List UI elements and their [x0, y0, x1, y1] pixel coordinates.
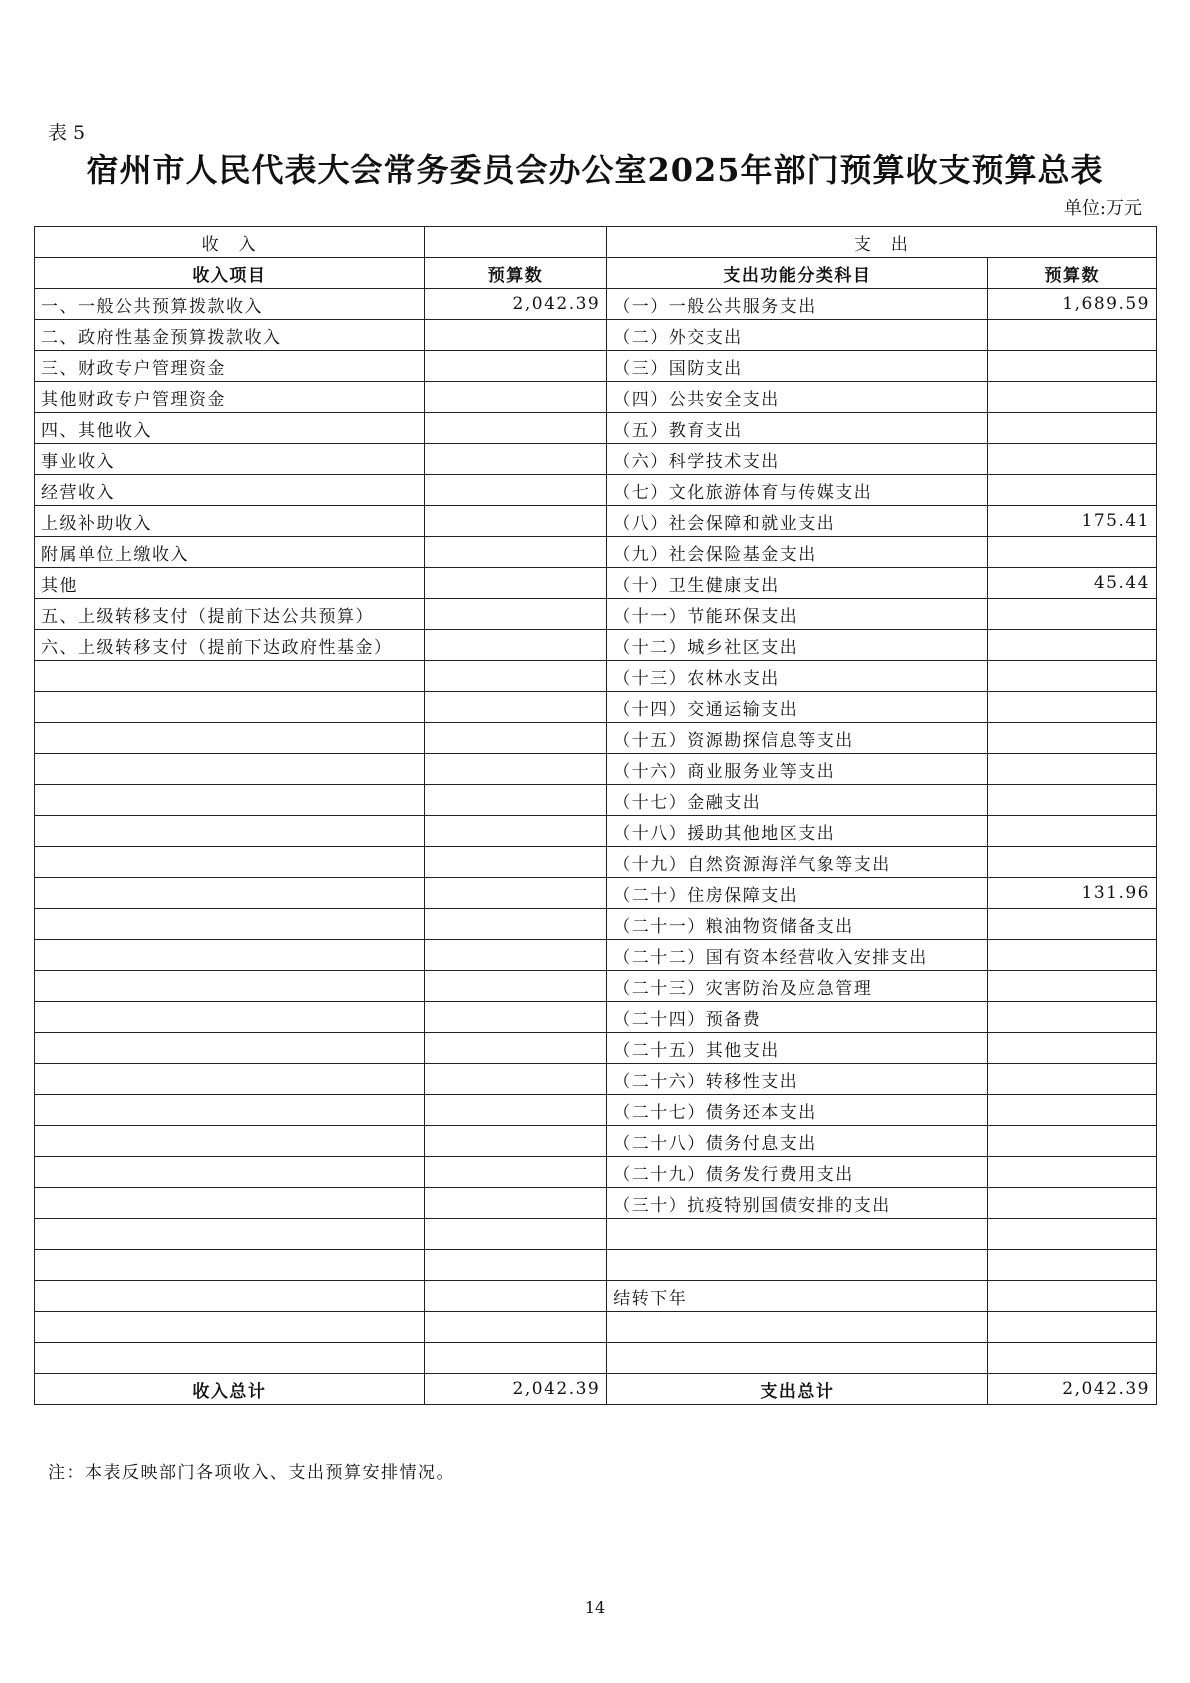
income-item-cell — [35, 1157, 425, 1188]
expense-amount-cell — [988, 1281, 1157, 1312]
table-row — [35, 971, 1157, 1002]
expense-item-cell: （五）教育支出 — [607, 413, 988, 444]
table-row — [35, 382, 1157, 413]
table-row — [35, 599, 1157, 630]
income-item-cell: 二、政府性基金预算拨款收入 — [35, 320, 425, 351]
section-header-row — [35, 227, 1157, 258]
income-amount-cell — [424, 1312, 607, 1343]
income-amount-cell — [424, 599, 607, 630]
income-item-cell — [35, 1343, 425, 1374]
income-amount-cell — [424, 1002, 607, 1033]
expense-amount-cell — [988, 1002, 1157, 1033]
expense-amount-cell — [988, 1033, 1157, 1064]
expense-amount-cell — [988, 1219, 1157, 1250]
budget-table — [34, 226, 1157, 1405]
income-item-cell — [35, 878, 425, 909]
table-row — [35, 723, 1157, 754]
table-row — [35, 1126, 1157, 1157]
income-total-value: 2,042.39 — [424, 1374, 607, 1405]
expense-item-cell: （四）公共安全支出 — [607, 382, 988, 413]
expense-amount-cell — [988, 1312, 1157, 1343]
income-item-cell — [35, 723, 425, 754]
income-item-cell — [35, 785, 425, 816]
income-item-cell — [35, 816, 425, 847]
income-item-cell — [35, 754, 425, 785]
income-amount-cell — [424, 1219, 607, 1250]
expense-amount-cell: 131.96 — [988, 878, 1157, 909]
income-amount-cell — [424, 630, 607, 661]
expense-item-cell: （二十七）债务还本支出 — [607, 1095, 988, 1126]
income-item-cell — [35, 1064, 425, 1095]
income-total-label: 收入总计 — [35, 1374, 425, 1405]
income-amount-cell — [424, 909, 607, 940]
income-item-cell — [35, 971, 425, 1002]
expense-item-cell: （八）社会保障和就业支出 — [607, 506, 988, 537]
income-item-cell — [35, 1219, 425, 1250]
table-row — [35, 444, 1157, 475]
expense-amount-cell — [988, 1126, 1157, 1157]
table-row — [35, 785, 1157, 816]
table-row — [35, 506, 1157, 537]
expense-item-cell: （二十三）灾害防治及应急管理 — [607, 971, 988, 1002]
expense-amount-cell — [988, 1250, 1157, 1281]
income-item-cell: 事业收入 — [35, 444, 425, 475]
income-amount-cell — [424, 1281, 607, 1312]
expense-item-cell: （十）卫生健康支出 — [607, 568, 988, 599]
income-amount-cell — [424, 1343, 607, 1374]
income-section-header: 收 入 — [35, 227, 425, 258]
expense-amount-cell — [988, 413, 1157, 444]
income-item-cell: 四、其他收入 — [35, 413, 425, 444]
expense-amount-cell — [988, 1343, 1157, 1374]
expense-item-cell: （二）外交支出 — [607, 320, 988, 351]
income-item-cell — [35, 661, 425, 692]
table-row — [35, 1312, 1157, 1343]
table-row — [35, 1033, 1157, 1064]
income-amount-cell — [424, 661, 607, 692]
income-amount-cell — [424, 878, 607, 909]
table-row — [35, 754, 1157, 785]
table-row — [35, 816, 1157, 847]
expense-item-cell — [607, 1219, 988, 1250]
income-item-cell: 一、一般公共预算拨款收入 — [35, 289, 425, 320]
page-number: 14 — [584, 1598, 606, 1617]
expense-amount-cell — [988, 847, 1157, 878]
income-item-cell — [35, 692, 425, 723]
expense-amount-cell — [988, 909, 1157, 940]
income-item-cell — [35, 1126, 425, 1157]
income-item-cell — [35, 909, 425, 940]
table-row — [35, 1343, 1157, 1374]
table-number: 表 5 — [48, 122, 86, 144]
table-row — [35, 1188, 1157, 1219]
table-row — [35, 1064, 1157, 1095]
table-row — [35, 878, 1157, 909]
expense-section-header: 支 出 — [607, 227, 1157, 258]
income-amount-cell — [424, 940, 607, 971]
table-row — [35, 320, 1157, 351]
table-row — [35, 351, 1157, 382]
income-item-cell — [35, 1188, 425, 1219]
income-item-cell: 三、财政专户管理资金 — [35, 351, 425, 382]
income-item-cell: 上级补助收入 — [35, 506, 425, 537]
expense-item-cell: （二十）住房保障支出 — [607, 878, 988, 909]
expense-item-cell: 结转下年 — [607, 1281, 988, 1312]
income-amount-cell — [424, 568, 607, 599]
expense-amount-cell — [988, 599, 1157, 630]
expense-item-cell: （十九）自然资源海洋气象等支出 — [607, 847, 988, 878]
expense-item-cell: （二十四）预备费 — [607, 1002, 988, 1033]
expense-amount-cell — [988, 940, 1157, 971]
table-row — [35, 537, 1157, 568]
expense-item-cell: （十五）资源勘探信息等支出 — [607, 723, 988, 754]
income-amount-cell — [424, 1033, 607, 1064]
income-amount-cell — [424, 537, 607, 568]
table-row — [35, 289, 1157, 320]
table-row — [35, 568, 1157, 599]
income-item-cell — [35, 1281, 425, 1312]
income-amount-cell: 2,042.39 — [424, 289, 607, 320]
expense-amount-cell — [988, 444, 1157, 475]
table-row — [35, 847, 1157, 878]
col-income-amount: 预算数 — [424, 258, 607, 289]
expense-amount-cell — [988, 1188, 1157, 1219]
expense-item-cell: （十八）援助其他地区支出 — [607, 816, 988, 847]
expense-item-cell: （十一）节能环保支出 — [607, 599, 988, 630]
income-item-cell — [35, 1312, 425, 1343]
expense-amount-cell — [988, 630, 1157, 661]
income-amount-cell — [424, 754, 607, 785]
footnote: 注：本表反映部门各项收入、支出预算安排情况。 — [48, 1463, 455, 1483]
income-item-cell: 附属单位上缴收入 — [35, 537, 425, 568]
expense-item-cell: （二十八）债务付息支出 — [607, 1126, 988, 1157]
expense-amount-cell: 1,689.59 — [988, 289, 1157, 320]
income-amount-cell — [424, 382, 607, 413]
expense-item-cell: （一）一般公共服务支出 — [607, 289, 988, 320]
income-amount-cell — [424, 444, 607, 475]
income-amount-cell — [424, 1126, 607, 1157]
income-amount-cell — [424, 785, 607, 816]
income-amount-cell — [424, 847, 607, 878]
income-amount-cell — [424, 816, 607, 847]
expense-total-value: 2,042.39 — [988, 1374, 1157, 1405]
income-item-cell: 五、上级转移支付（提前下达公共预算） — [35, 599, 425, 630]
expense-amount-cell — [988, 1095, 1157, 1126]
expense-item-cell: （二十五）其他支出 — [607, 1033, 988, 1064]
totals-row — [35, 1374, 1157, 1405]
income-item-cell — [35, 1250, 425, 1281]
income-item-cell: 经营收入 — [35, 475, 425, 506]
expense-amount-cell — [988, 661, 1157, 692]
expense-amount-cell — [988, 320, 1157, 351]
expense-item-cell: （三十）抗疫特别国债安排的支出 — [607, 1188, 988, 1219]
expense-amount-cell — [988, 475, 1157, 506]
income-amount-cell — [424, 971, 607, 1002]
table-row — [35, 661, 1157, 692]
expense-item-cell: （二十一）粮油物资储备支出 — [607, 909, 988, 940]
table-row — [35, 692, 1157, 723]
col-income-item: 收入项目 — [35, 258, 425, 289]
income-amount-cell — [424, 413, 607, 444]
income-amount-cell — [424, 692, 607, 723]
expense-item-cell: （十四）交通运输支出 — [607, 692, 988, 723]
income-amount-cell — [424, 723, 607, 754]
expense-item-cell: （九）社会保险基金支出 — [607, 537, 988, 568]
table-row — [35, 1002, 1157, 1033]
expense-amount-cell: 175.41 — [988, 506, 1157, 537]
expense-item-cell: （三）国防支出 — [607, 351, 988, 382]
expense-amount-cell — [988, 1064, 1157, 1095]
expense-total-label: 支出总计 — [607, 1374, 988, 1405]
income-amount-cell — [424, 1188, 607, 1219]
income-item-cell — [35, 1002, 425, 1033]
table-row — [35, 1095, 1157, 1126]
expense-amount-cell — [988, 382, 1157, 413]
expense-item-cell: （十三）农林水支出 — [607, 661, 988, 692]
income-item-cell: 其他 — [35, 568, 425, 599]
page-title: 宿州市人民代表大会常务委员会办公室2025年部门预算收支预算总表 — [86, 151, 1104, 189]
expense-amount-cell — [988, 692, 1157, 723]
table-row — [35, 475, 1157, 506]
expense-item-cell: （十二）城乡社区支出 — [607, 630, 988, 661]
table-row — [35, 909, 1157, 940]
expense-item-cell — [607, 1312, 988, 1343]
expense-item-cell: （二十九）债务发行费用支出 — [607, 1157, 988, 1188]
table-row — [35, 1157, 1157, 1188]
income-item-cell — [35, 1095, 425, 1126]
income-item-cell — [35, 1033, 425, 1064]
expense-amount-cell: 45.44 — [988, 568, 1157, 599]
income-amount-cell — [424, 1095, 607, 1126]
expense-item-cell: （十六）商业服务业等支出 — [607, 754, 988, 785]
expense-item-cell: （十七）金融支出 — [607, 785, 988, 816]
table-row — [35, 1250, 1157, 1281]
income-amount-cell — [424, 1064, 607, 1095]
income-item-cell: 六、上级转移支付（提前下达政府性基金） — [35, 630, 425, 661]
income-amount-cell — [424, 320, 607, 351]
table-row — [35, 413, 1157, 444]
expense-item-cell — [607, 1250, 988, 1281]
table-row — [35, 940, 1157, 971]
col-expense-item: 支出功能分类科目 — [607, 258, 988, 289]
income-item-cell — [35, 940, 425, 971]
expense-amount-cell — [988, 785, 1157, 816]
income-amount-cell — [424, 1157, 607, 1188]
expense-item-cell: （二十二）国有资本经营收入安排支出 — [607, 940, 988, 971]
table-row — [35, 630, 1157, 661]
expense-amount-cell — [988, 351, 1157, 382]
col-expense-amount: 预算数 — [988, 258, 1157, 289]
expense-amount-cell — [988, 723, 1157, 754]
section-header-blank — [424, 227, 607, 258]
expense-amount-cell — [988, 1157, 1157, 1188]
table-row — [35, 1281, 1157, 1312]
expense-amount-cell — [988, 971, 1157, 1002]
expense-item-cell: （二十六）转移性支出 — [607, 1064, 988, 1095]
expense-item-cell: （七）文化旅游体育与传媒支出 — [607, 475, 988, 506]
income-amount-cell — [424, 475, 607, 506]
expense-item-cell: （六）科学技术支出 — [607, 444, 988, 475]
unit-label: 单位:万元 — [1063, 198, 1142, 219]
income-item-cell — [35, 847, 425, 878]
income-amount-cell — [424, 1250, 607, 1281]
income-item-cell: 其他财政专户管理资金 — [35, 382, 425, 413]
income-amount-cell — [424, 351, 607, 382]
income-amount-cell — [424, 506, 607, 537]
expense-amount-cell — [988, 816, 1157, 847]
expense-amount-cell — [988, 537, 1157, 568]
table-row — [35, 1219, 1157, 1250]
expense-amount-cell — [988, 754, 1157, 785]
column-header-row — [35, 258, 1157, 289]
expense-item-cell — [607, 1343, 988, 1374]
